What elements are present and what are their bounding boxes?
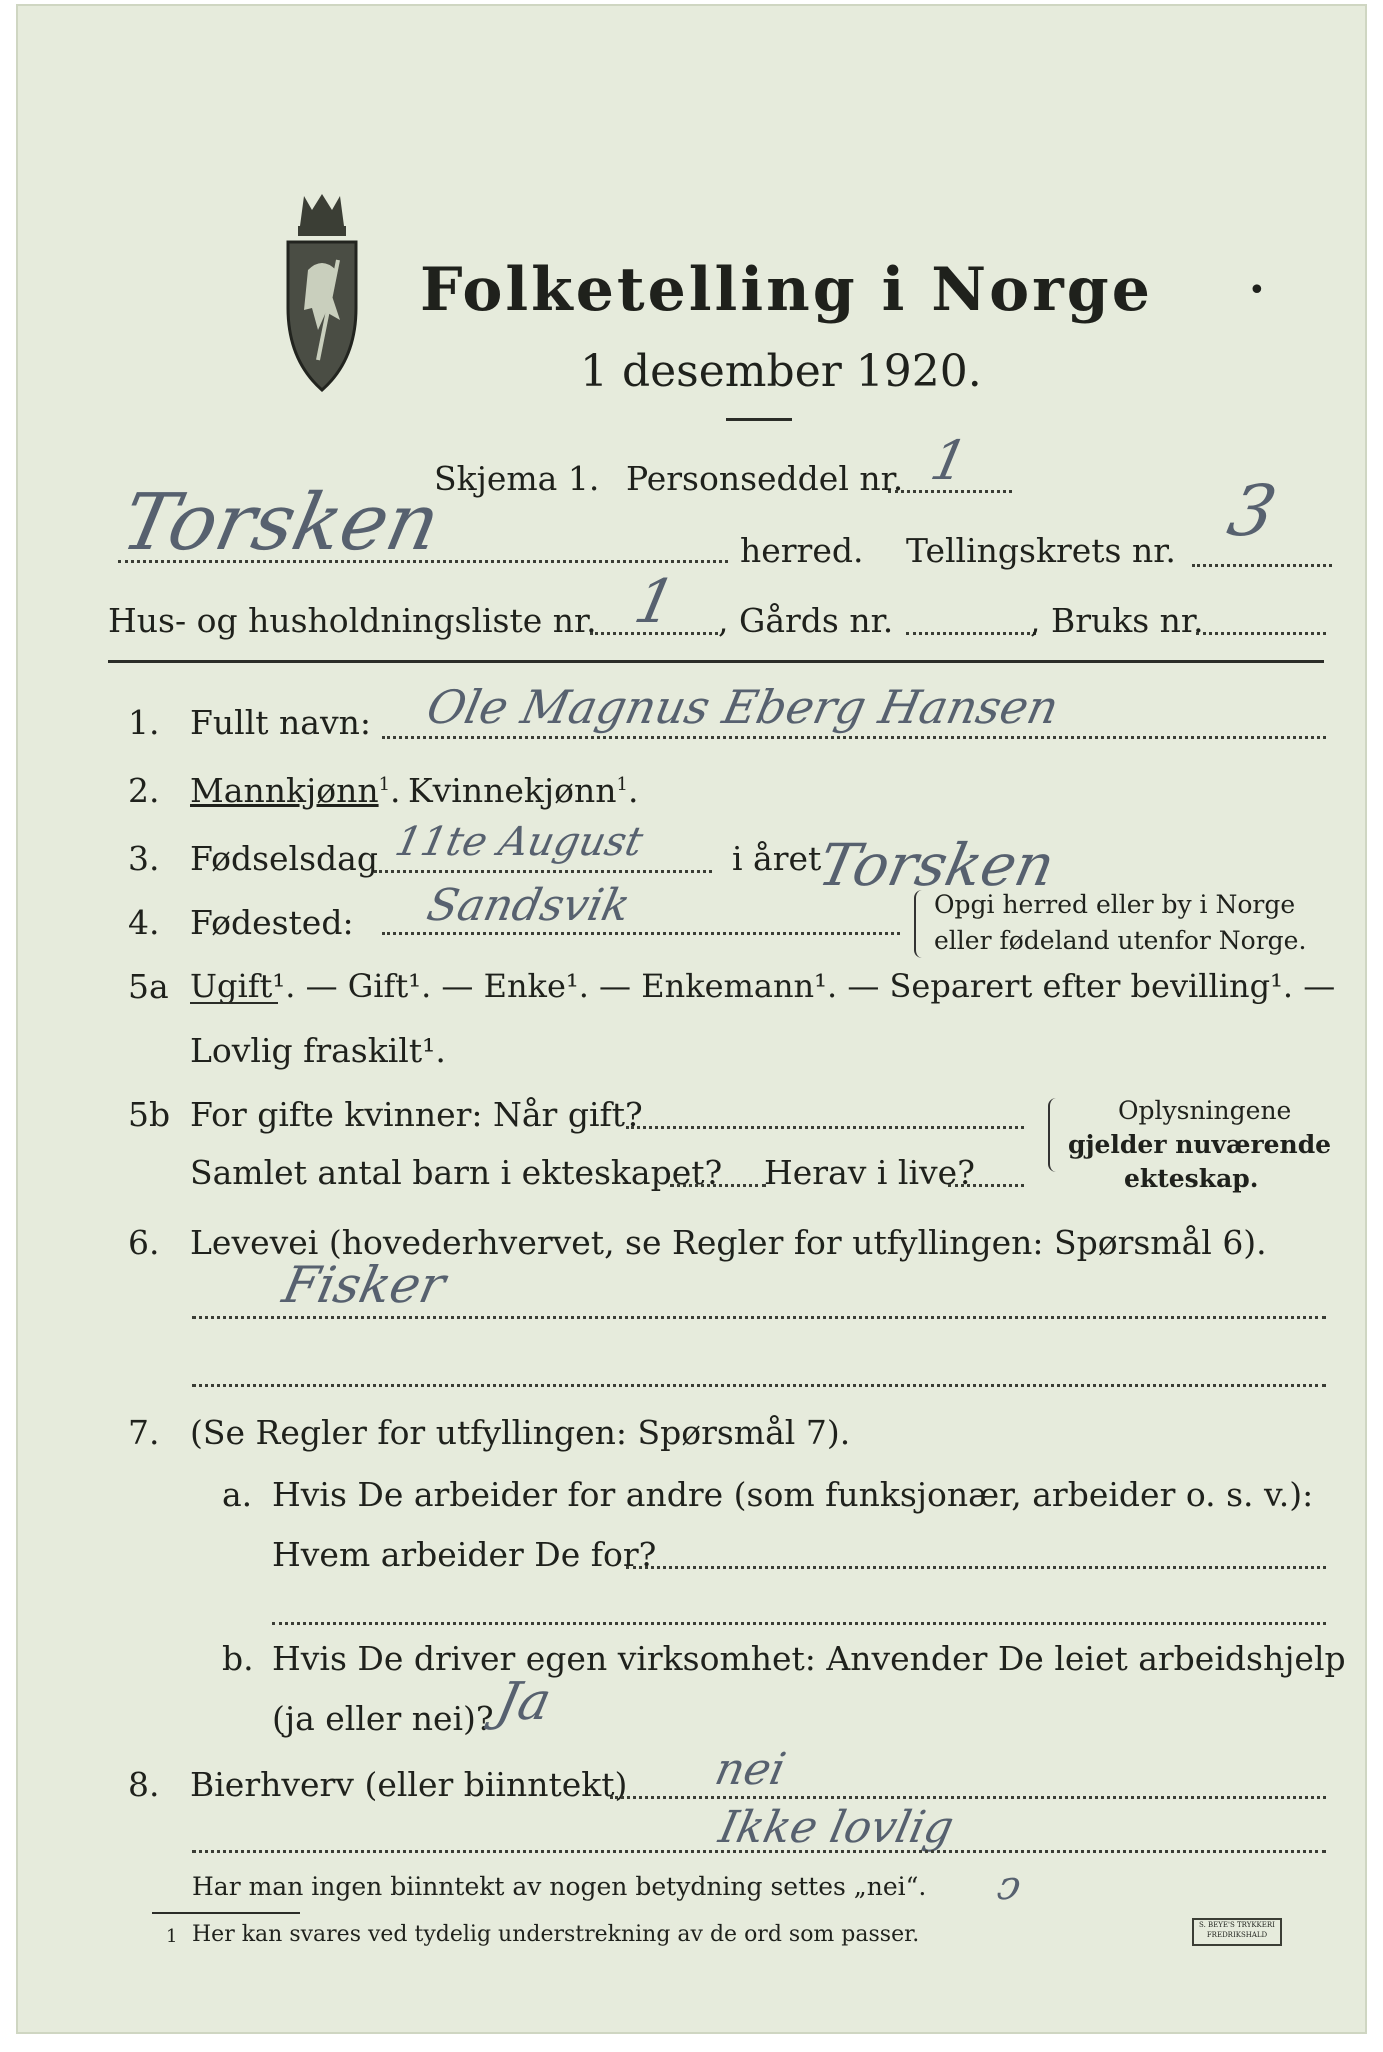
q5b-i-live-line <box>948 1184 1024 1187</box>
q2-mann-label: Mannkjønn <box>190 771 379 810</box>
q8-value1: nei <box>710 1744 790 1795</box>
q5a-line2: Lovlig fraskilt¹. <box>190 1031 446 1070</box>
q5b-note1: Oplysningene <box>1118 1096 1292 1125</box>
q3-label: Fødselsdag <box>190 839 378 878</box>
q7a-answer-line2 <box>272 1622 1326 1625</box>
q8-line2 <box>192 1850 1326 1853</box>
tellingskrets-value: 3 <box>1221 470 1284 552</box>
title-dot: • <box>1248 273 1266 308</box>
personseddel-value: 1 <box>925 429 974 492</box>
q4-note-2: eller fødeland utenfor Norge. <box>934 926 1307 955</box>
q8-value2: Ikke lovlig <box>714 1802 958 1853</box>
q8-label: Bierhverv (eller biinntekt) <box>190 1765 628 1804</box>
q5b-note3: ekteskap. <box>1124 1164 1259 1193</box>
q5b-naar-gift-line <box>626 1126 1024 1129</box>
q7b-line2: (ja eller nei)? <box>272 1699 494 1738</box>
q8-line1 <box>610 1796 1326 1799</box>
q2-mann <box>190 771 401 810</box>
q1-line <box>382 736 1326 739</box>
printer-stamp-line2: FREDRIKSHALD <box>1206 1931 1268 1939</box>
q6-line1 <box>192 1316 1326 1319</box>
q3-value: 11te August <box>391 819 647 865</box>
tellingskrets-line <box>1192 564 1332 567</box>
q1-label: Fullt navn: <box>190 703 371 742</box>
q3-i-aaret: i året <box>732 839 822 878</box>
personseddel-label: Personseddel nr. <box>626 459 904 498</box>
q5b-barn-line <box>670 1184 766 1187</box>
gards-line <box>906 632 1036 635</box>
norwegian-coat-of-arms-lion-icon <box>278 190 366 395</box>
q1-number: 1. <box>128 703 160 742</box>
q3-number: 3. <box>128 839 160 878</box>
bruks-label: , Bruks nr. <box>1030 601 1204 640</box>
gards-label: , Gårds nr. <box>718 601 894 640</box>
header-divider <box>108 660 1324 663</box>
q5b-label1: For gifte kvinner: Når gift? <box>190 1095 643 1134</box>
herred-label: herred. <box>740 531 864 570</box>
skjema-label: Skjema 1. <box>434 459 600 498</box>
q6-line2 <box>192 1384 1326 1387</box>
q7a-line2: Hvem arbeider De for? <box>272 1535 657 1574</box>
tellingskrets-label: Tellingskrets nr. <box>906 531 1176 570</box>
q5b-number: 5b <box>128 1095 171 1134</box>
q5a-ugift-underline <box>190 1002 278 1004</box>
q5b-label3: Herav i live? <box>764 1153 975 1192</box>
q7b-line1: Hvis De driver egen virksomhet: Anvender De leiet arbeidshjelp <box>272 1639 1346 1678</box>
q2-kvinne <box>408 771 639 810</box>
nei-note: Har man ingen biinntekt av nogen betydning settes „nei“. <box>192 1872 927 1901</box>
q2-number: 2. <box>128 771 160 810</box>
q7a-answer-line1 <box>626 1566 1326 1569</box>
q7a-line1: Hvis De arbeider for andre (som funksjonær, arbeider o. s. v.): <box>272 1475 1314 1514</box>
q1-value: Ole Magnus Eberg Hansen <box>422 680 1064 734</box>
q7-number: 7. <box>128 1413 160 1452</box>
husholdning-label: Hus- og husholdningsliste nr. <box>108 601 597 640</box>
q7b-letter: b. <box>222 1639 254 1678</box>
census-form-page <box>16 4 1367 2034</box>
q2-kvinne-label: Kvinnekjønn <box>408 771 617 810</box>
q2-kvinne-sup: 1 <box>616 774 628 795</box>
q5b-label2: Samlet antal barn i ekteskapet? <box>190 1153 723 1192</box>
q7-label: (Se Regler for utfyllingen: Spørsmål 7). <box>190 1413 851 1452</box>
herred-value: Torsken <box>114 478 448 568</box>
printer-stamp <box>1192 1918 1282 1946</box>
husholdning-value: 1 <box>628 567 682 637</box>
title-divider <box>726 418 792 421</box>
q7b-value: Ja <box>491 1672 557 1732</box>
q4-label: Fødested: <box>190 903 354 942</box>
q2-mann-period: . <box>390 771 401 810</box>
q4-note-1: Opgi herred eller by i Norge <box>934 890 1296 919</box>
form-title: Folketelling i Norge <box>420 255 1153 325</box>
q4-value: Sandsvik <box>422 880 635 931</box>
q6-number: 6. <box>128 1223 160 1262</box>
q6-value: Fisker <box>277 1256 451 1314</box>
q4-note-bracket <box>914 890 926 958</box>
bruks-line <box>1196 632 1326 635</box>
q5a-number: 5a <box>128 967 169 1006</box>
q2-kvinne-period: . <box>627 771 639 810</box>
q3-year-value: Torsken <box>812 831 1061 899</box>
q6-label: Levevei (hovederhvervet, se Regler for utfyllingen: Spørsmål 6). <box>190 1223 1267 1262</box>
q2-mann-sup: 1 <box>378 774 391 795</box>
q3-line <box>374 870 712 873</box>
footnote-text: Her kan svares ved tydelig understrekning av de ord som passer. <box>192 1922 920 1947</box>
q4-number: 4. <box>128 903 160 942</box>
q5a-line1: Ugift¹. — Gift¹. — Enke¹. — Enkemann¹. — Separert efter bevilling¹. — <box>190 967 1336 1005</box>
footnote-divider <box>152 1912 300 1914</box>
q7a-letter: a. <box>222 1475 253 1514</box>
nei-mark: ↄ <box>993 1863 1026 1909</box>
printer-stamp-line1: S. BEYE'S TRYKKERI <box>1199 1921 1275 1929</box>
herred-line <box>118 560 728 563</box>
footnote-number: 1 <box>166 1926 178 1947</box>
census-date: 1 desember 1920. <box>580 346 982 397</box>
q8-number: 8. <box>128 1765 160 1804</box>
q5b-note2: gjelder nuværende <box>1068 1130 1332 1159</box>
q4-line <box>382 932 900 935</box>
q5b-note-bracket <box>1048 1098 1060 1172</box>
